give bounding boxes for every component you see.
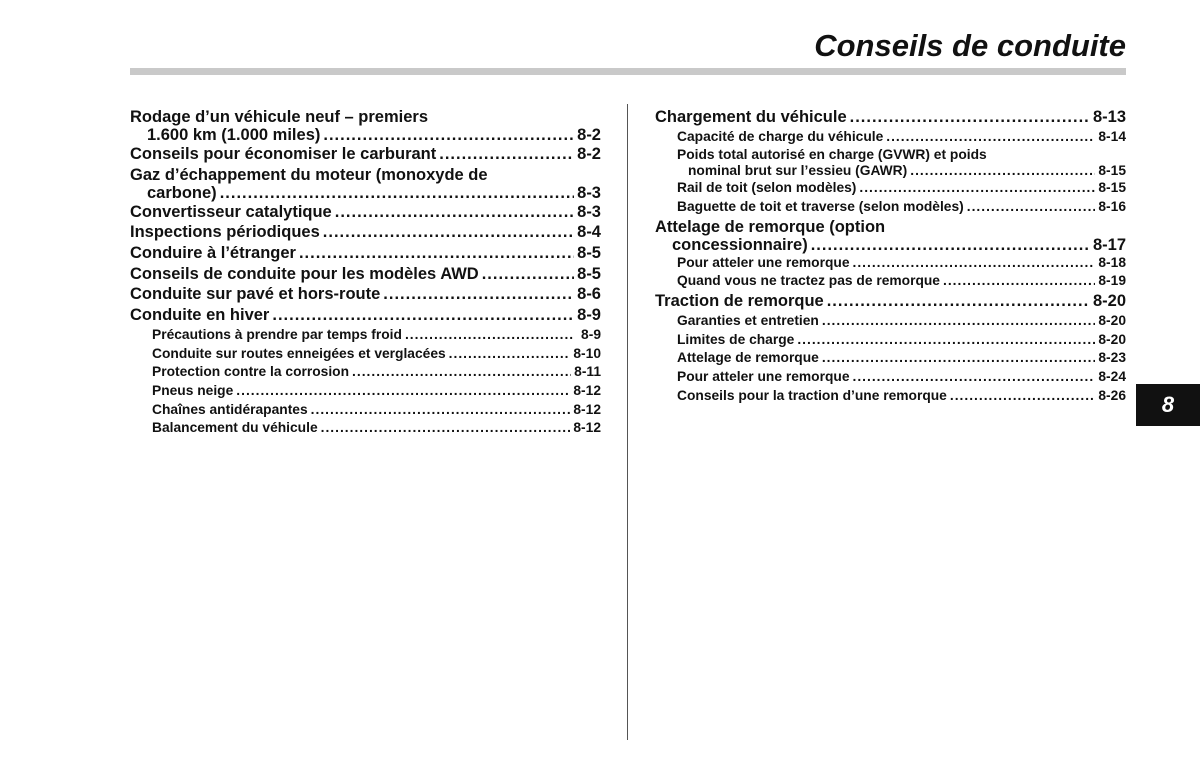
toc-subentry[interactable] (655, 369, 1126, 385)
dot-leader (383, 285, 574, 303)
dot-leader (797, 332, 1095, 348)
toc-entry-title: Chaînes antidérapantes (152, 401, 308, 417)
toc-page-number: 8-3 (577, 202, 601, 221)
toc-entry-title: Conseils de conduite pour les modèles AWD (130, 264, 479, 283)
toc-entry-title: Rail de toit (selon modèles) (677, 180, 857, 196)
dot-leader (321, 420, 571, 436)
toc-entry[interactable] (130, 223, 601, 241)
toc-subentry[interactable] (655, 180, 1126, 196)
dot-leader (323, 223, 574, 241)
toc-entry-title: Poids total autorisé en charge (GVWR) et poids (677, 147, 987, 163)
toc-entry-title: nominal brut sur l’essieu (GAWR) (688, 163, 908, 179)
toc-entry[interactable] (655, 108, 1126, 126)
dot-leader (943, 273, 1095, 289)
dot-leader (853, 369, 1096, 385)
toc-subentry[interactable] (655, 332, 1126, 348)
toc-page-number: 8-6 (577, 285, 601, 304)
toc-page-number: 8-2 (577, 145, 601, 163)
toc-entry-title: Limites de charge (677, 331, 795, 347)
toc-entry-title: Gaz d’échappement du moteur (monoxyde de (130, 165, 488, 184)
toc-page-number: 8-4 (577, 223, 601, 242)
dot-leader (910, 163, 1095, 179)
toc-entry-title: Balancement du véhicule (152, 420, 318, 436)
toc-subentry[interactable] (655, 313, 1126, 329)
toc-page-number: 8-12 (573, 420, 601, 436)
toc-left-column (130, 108, 601, 439)
dot-leader (850, 108, 1090, 126)
toc-entry[interactable] (655, 292, 1126, 310)
toc-entry-title: Pneus neige (152, 382, 234, 398)
toc-page-number: 8-12 (573, 401, 601, 417)
toc-page-number: 8-9 (577, 306, 601, 325)
dot-leader (811, 236, 1090, 254)
toc-entry-title: Conseils pour la traction d’une remorque (677, 387, 947, 403)
toc-page-number: 8-12 (573, 382, 601, 398)
toc-subentry[interactable] (655, 199, 1126, 215)
toc-page-number: 8-20 (1098, 331, 1126, 347)
chapter-tab[interactable]: 8 (1136, 384, 1200, 426)
dot-leader (859, 180, 1095, 196)
toc-entry[interactable] (130, 244, 601, 262)
dot-leader (272, 306, 574, 324)
toc-entry-title: Précautions à prendre par temps froid (152, 326, 402, 342)
toc-page-number: 8-11 (574, 364, 601, 380)
toc-subentry[interactable] (130, 346, 601, 362)
dot-leader (449, 346, 571, 362)
toc-page-number: 8-24 (1098, 368, 1126, 384)
toc-entry-title: Attelage de remorque (option (655, 217, 886, 236)
toc-page-number: 8-20 (1092, 292, 1126, 311)
toc-entry-title: Attelage de remorque (677, 350, 819, 366)
toc-subentry[interactable] (655, 273, 1126, 289)
toc-page-number: 8-13 (1092, 108, 1126, 126)
dot-leader (311, 402, 571, 418)
toc-subentry[interactable] (130, 364, 601, 380)
dot-leader (352, 364, 571, 380)
dot-leader (405, 327, 574, 343)
toc-page-number: 8-19 (1098, 273, 1126, 289)
toc-entry-title: Quand vous ne tractez pas de remorque (677, 273, 940, 289)
toc-entry-title: Chargement du véhicule (655, 108, 847, 126)
toc-entry-title: Baguette de toit et traverse (selon modèles) (677, 199, 964, 215)
column-divider (627, 104, 628, 740)
toc-entry[interactable] (130, 203, 601, 221)
dot-leader (220, 184, 574, 202)
header-rule (130, 68, 1126, 75)
toc-entry-title: Garanties et entretien (677, 312, 819, 328)
toc-entry[interactable] (130, 285, 601, 303)
toc-entry-title: Pour atteler une remorque (677, 254, 850, 270)
toc-entry[interactable] (130, 306, 601, 324)
toc-subentry[interactable] (655, 129, 1126, 145)
toc-page-number: 8-2 (577, 126, 601, 144)
toc-page-number: 8-23 (1098, 350, 1126, 366)
toc-subentry[interactable] (130, 402, 601, 418)
dot-leader (950, 388, 1096, 404)
toc-right-column (655, 108, 1126, 406)
dot-leader (822, 313, 1096, 329)
toc-page-number: 8-18 (1098, 254, 1126, 270)
dot-leader (967, 199, 1096, 215)
page-title: Conseils de conduite (814, 28, 1126, 63)
toc-entry[interactable] (130, 145, 601, 163)
dot-leader (886, 129, 1095, 145)
toc-entry-title: Conduite sur pavé et hors-route (130, 285, 381, 304)
toc-entry-title: Protection contre la corrosion (152, 364, 350, 380)
toc-entry-title: concessionnaire) (672, 235, 808, 254)
toc-page-number: 8-17 (1092, 235, 1126, 254)
dot-leader (853, 255, 1096, 271)
toc-page-number: 8-14 (1098, 128, 1126, 144)
toc-page-number: 8-16 (1098, 199, 1126, 215)
dot-leader (439, 145, 574, 163)
toc-entry[interactable] (130, 265, 601, 283)
toc-entry-title: Conduite sur routes enneigées et verglacées (152, 345, 446, 361)
dot-leader (299, 244, 574, 262)
toc-subentry[interactable] (655, 255, 1126, 271)
dot-leader (822, 350, 1096, 366)
toc-subentry[interactable] (130, 327, 601, 343)
toc-page-number: 8-15 (1098, 180, 1126, 196)
toc-entry-title: 1.600 km (1.000 miles) (147, 126, 321, 144)
dot-leader (323, 126, 574, 144)
toc-subentry[interactable] (655, 147, 1126, 179)
toc-page-number: 8-15 (1098, 163, 1126, 179)
dot-leader (482, 265, 574, 283)
toc-page-number: 8-20 (1098, 312, 1126, 328)
toc-entry[interactable] (130, 108, 601, 144)
dot-leader (236, 383, 570, 399)
toc-entry-title: Conduite en hiver (130, 306, 270, 325)
toc-entry-title: Capacité de charge du véhicule (677, 128, 884, 144)
toc-subentry[interactable] (130, 383, 601, 399)
toc-subentry[interactable] (655, 350, 1126, 366)
toc-page-number: 8-10 (573, 345, 601, 361)
toc-entry-title: Convertisseur catalytique (130, 202, 332, 221)
toc-subentry[interactable] (655, 388, 1126, 404)
toc-page-number: 8-9 (581, 326, 601, 342)
toc-page-number: 8-3 (577, 183, 601, 202)
toc-entry[interactable] (655, 218, 1126, 254)
dot-leader (335, 203, 574, 221)
toc-page-number: 8-5 (577, 264, 601, 283)
toc-page-number: 8-26 (1098, 387, 1126, 403)
toc-subentry[interactable] (130, 420, 601, 436)
toc-entry-title: Conduire à l’étranger (130, 244, 296, 263)
toc-page-number: 8-5 (577, 244, 601, 263)
toc-entry-title: Inspections périodiques (130, 223, 320, 242)
toc-entry[interactable] (130, 166, 601, 202)
toc-entry-title: Rodage d’un véhicule neuf – premiers (130, 108, 428, 126)
dot-leader (827, 292, 1090, 310)
toc-entry-title: carbone) (147, 183, 217, 202)
toc-entry-title: Pour atteler une remorque (677, 368, 850, 384)
toc-entry-title: Traction de remorque (655, 292, 824, 311)
toc-entry-title: Conseils pour économiser le carburant (130, 145, 437, 163)
